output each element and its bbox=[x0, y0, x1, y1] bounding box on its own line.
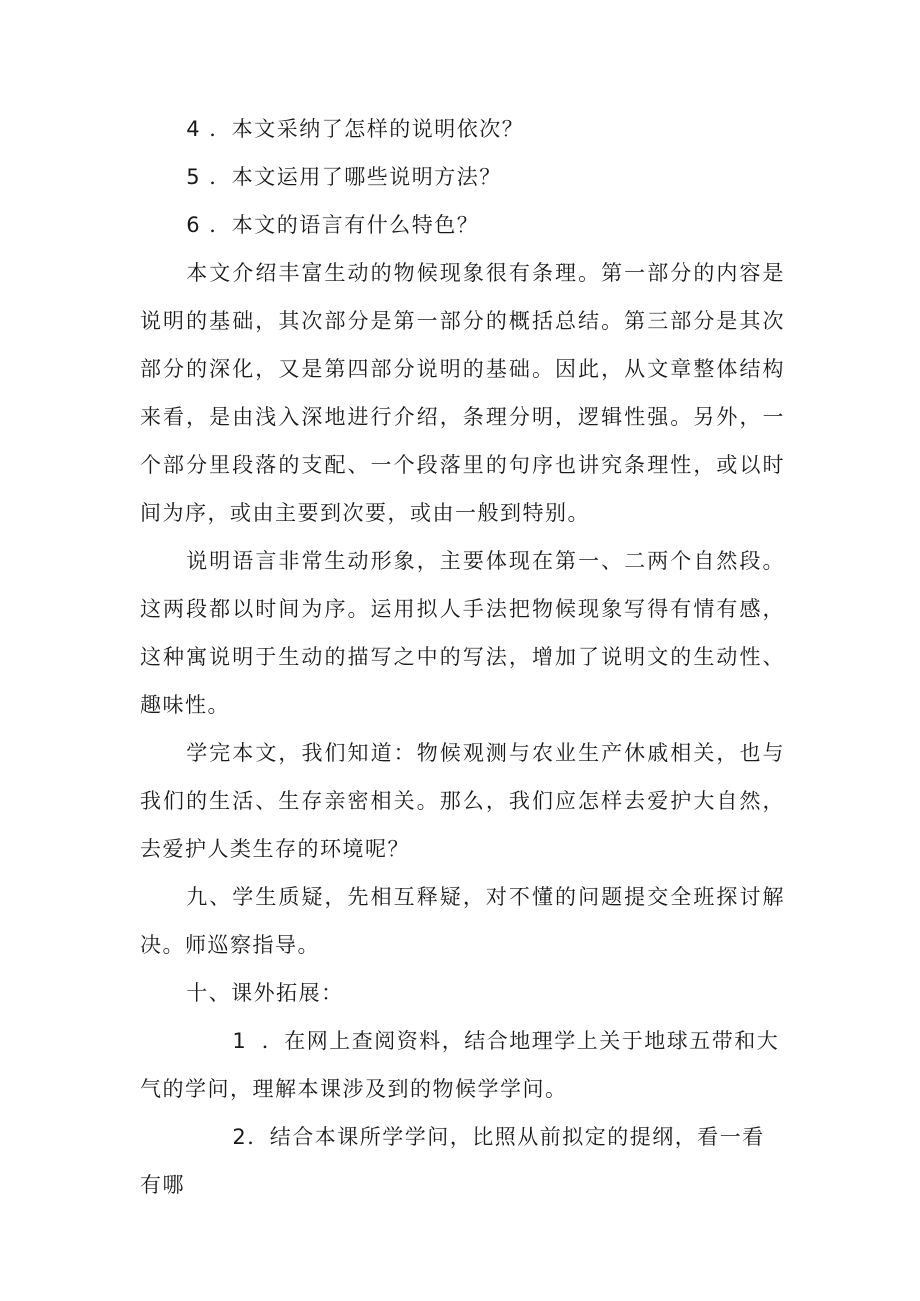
paragraph-conclusion: 学完本文，我们知道：物候观测与农业生产休戚相关，也与我们的生活、生存亲密相关。那么，我们应怎样去爱护大自然，去爱护人类生存的环境呢？ bbox=[140, 741, 785, 861]
extension-item-1 bbox=[140, 1017, 785, 1113]
question-text: ．本文运用了哪些说明方法？ bbox=[209, 165, 502, 189]
question-number: 5 bbox=[186, 165, 202, 189]
question-text: ．本文采纳了怎样的说明依次？ bbox=[209, 117, 525, 141]
extension-item-2 bbox=[140, 1113, 785, 1209]
paragraph-step-nine: 九、学生质疑，先相互释疑，对不懂的问题提交全班探讨解决。师巡察指导。 bbox=[140, 885, 785, 957]
paragraph-step-ten: 十、课外拓展： bbox=[186, 981, 344, 1005]
paragraph-structure: 本文介绍丰富生动的物候现象很有条理。第一部分的内容是说明的基础，其次部分是第一部分的概括总结。第三部分是其次部分的深化，又是第四部分说明的基础。因此，从文章整体结构来看，是由浅入深地进行介绍，条理分明，逻辑性强。另外，一个部分里段落的支配、一个段落里的句序也讲究条理性，或以时间为序，或由主要到次要，或由一般到特别。 bbox=[140, 261, 785, 525]
extension-text: ．在网上查阅资料，结合地理学上关于地球五带和大气的学问，理解本课涉及到的物候学学问。 bbox=[140, 1029, 780, 1101]
extension-number: 1 bbox=[232, 1029, 248, 1053]
question-5 bbox=[140, 153, 785, 201]
question-number: 4 bbox=[186, 117, 202, 141]
question-6 bbox=[140, 201, 785, 249]
question-text: ．本文的语言有什么特色？ bbox=[209, 213, 480, 237]
extension-text: ．结合本课所学学问，比照从前拟定的提纲，看一看有哪 bbox=[140, 1125, 765, 1197]
question-4 bbox=[140, 105, 785, 153]
document-page bbox=[140, 105, 785, 1209]
question-number: 6 bbox=[186, 213, 202, 237]
paragraph-language: 说明语言非常生动形象，主要体现在第一、二两个自然段。这两段都以时间为序。运用拟人手法把物候现象写得有情有感，这种寓说明于生动的描写之中的写法，增加了说明文的生动性、趣味性。 bbox=[140, 549, 785, 717]
extension-number: 2 bbox=[232, 1125, 248, 1149]
